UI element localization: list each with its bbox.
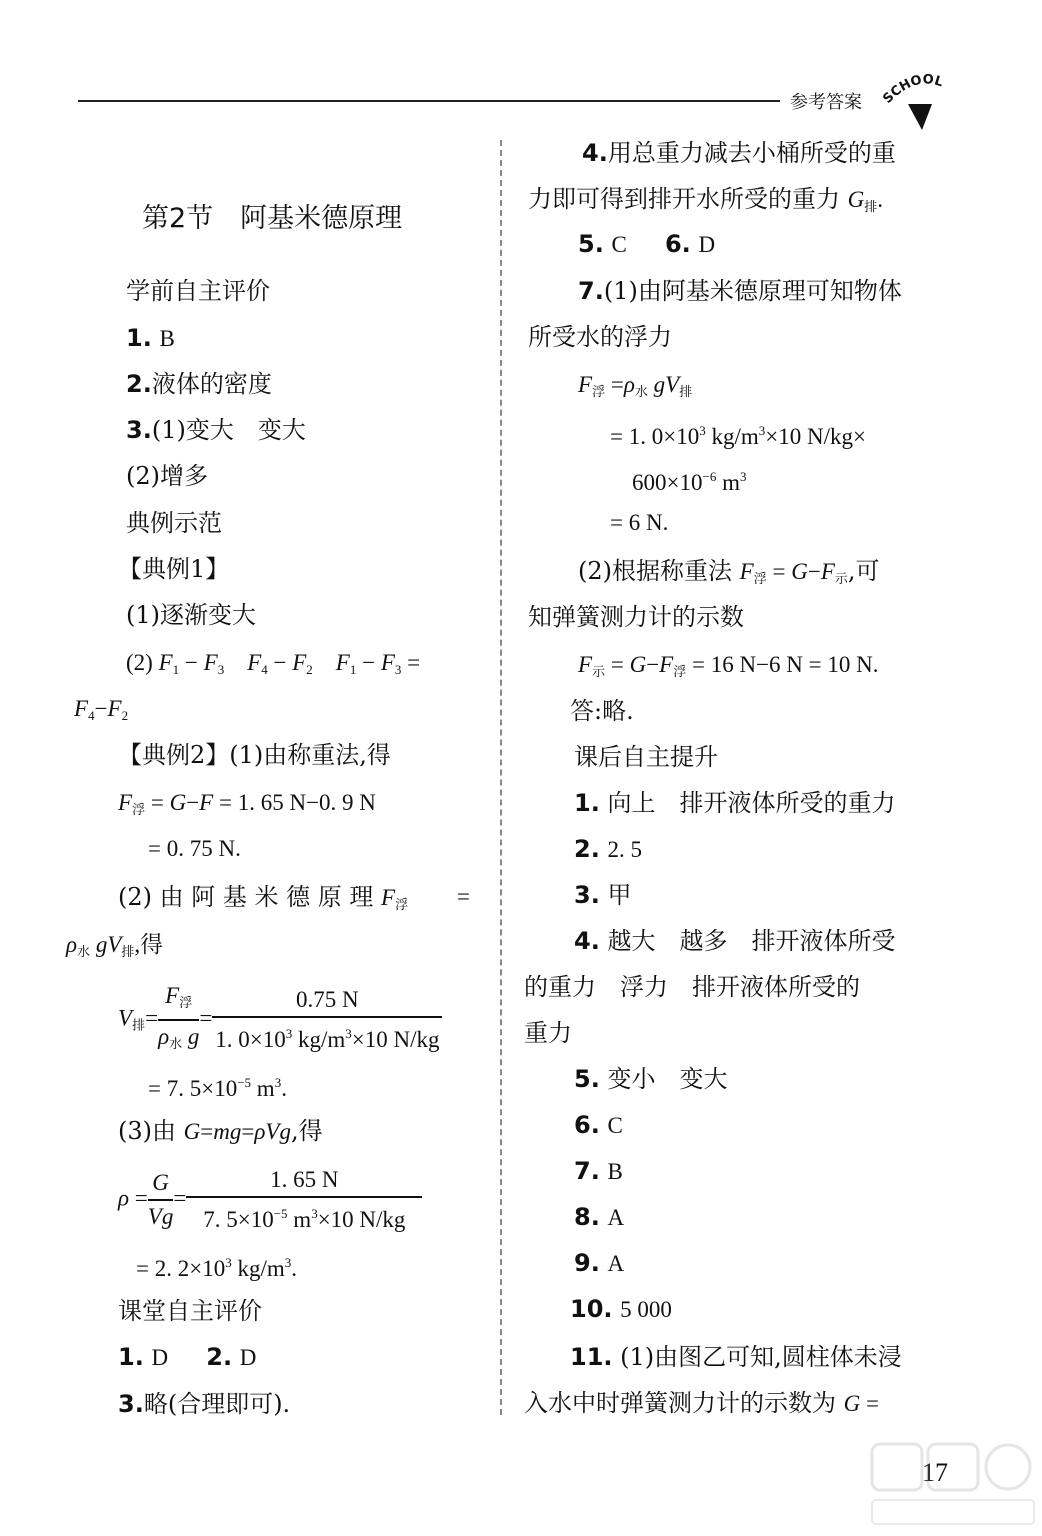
post-eval-heading: 课后自主提升 <box>574 743 718 771</box>
example-2-part2-cont: $\rho_水$ $gV_排$,得 <box>66 932 164 959</box>
example-2-volume-result: = 7. $5\times 10^{-5}$ $m^3$. <box>148 1075 287 1101</box>
example-2-part2: (2) 由 阿 基 米 德 原 理 $F_浮$ = <box>118 883 470 912</box>
post-answer-6: 6. C <box>574 1111 623 1139</box>
school-logo-icon <box>878 70 956 136</box>
header-label: 参考答案 <box>790 92 862 113</box>
class-answers-1-2: 1. D 2. D <box>118 1343 257 1371</box>
class-answer-3: 3.略(合理即可). <box>118 1390 291 1418</box>
post-answer-5: 5. 变小 变大 <box>574 1065 728 1093</box>
right-answers-5-6: 5. C 6. D <box>578 230 716 258</box>
example-1-part1: (1)逐渐变大 <box>126 601 256 629</box>
right-answer-7-part2-cont: 知弹簧测力计的示数 <box>528 603 744 631</box>
section-title: 第2节 阿基米德原理 <box>142 203 403 234</box>
right-answer-7: 7.(1)由阿基米德原理可知物体 <box>578 277 902 305</box>
right-answer-7-cont: 所受水的浮力 <box>528 323 672 351</box>
example-2-density-formula: ρ = $\frac{G}{Vg}$ = $\frac{1. 65 N}{7. 5\times 10^{-5} m^3\times 10 N/kg}$ <box>118 1166 422 1234</box>
answer-1: 1. B <box>126 324 175 352</box>
post-answer-11: 11. (1)由图乙可知,圆柱体未浸 <box>570 1343 902 1371</box>
example-2-eq1: $F_浮 = G-F = 1$. 65 N−0. 9 N <box>118 790 376 817</box>
example-1-part2-cont: $F_4-F_2$ <box>74 696 129 723</box>
buoyancy-eq-line2: = 1. $0\times 10^3$ $kg/m^3\times 10$ N/kg× <box>610 423 866 449</box>
pre-eval-heading: 学前自主评价 <box>126 277 270 305</box>
right-answer-4-cont: 力即可得到排开水所受的重力 $G_排$. <box>528 185 884 214</box>
svg-text:SCHOOL: SCHOOL <box>880 72 945 107</box>
post-answer-1: 1. 向上 排开液体所受的重力 <box>574 789 896 817</box>
post-answer-3: 3. 甲 <box>574 881 632 909</box>
example-2-heading: 【典例2】(1)由称重法,得 <box>118 741 391 769</box>
right-answer-7-final: 答:略. <box>570 697 634 725</box>
answer-3: 3.(1)变大 变大 <box>126 416 306 444</box>
example-2-part3: (3)由 G=mg=ρVg,得 <box>118 1117 323 1145</box>
buoyancy-eq-line3: $600\times 10^{-6}$ $m^3$ <box>632 469 747 495</box>
post-answer-8: 8. A <box>574 1203 625 1231</box>
right-answer-7-part2: (2)根据称重法 $F_浮 = G-F_示$,可 <box>578 557 880 586</box>
buoyancy-eq: $F_浮 =\rho_水$ $gV_排$ <box>578 372 693 399</box>
post-answer-7: 7. B <box>574 1157 623 1185</box>
post-answer-4-cont2: 重力 <box>524 1019 572 1047</box>
answer-3b: (2)增多 <box>126 462 208 490</box>
example-1-part2: (2) $F_1 - F_3$ $F_4 - F_2$ $F_1 - F_3$ = <box>126 650 421 677</box>
column-divider <box>500 140 502 1415</box>
buoyancy-eq-result: = 6 N. <box>610 510 669 535</box>
right-answer-4: 4.用总重力减去小桶所受的重 <box>582 139 896 167</box>
page-number: 17 <box>922 1458 948 1487</box>
example-1-heading: 【典例1】 <box>118 555 230 583</box>
watermark-icon <box>868 1440 1038 1530</box>
example-2-eq1-result: = 0. 75 N. <box>148 836 241 861</box>
spring-scale-eq: $F_示 = G-F_浮 = 16$ N−6 N = 10 N. <box>578 652 879 679</box>
answer-2: 2.液体的密度 <box>126 370 272 398</box>
example-2-density-result: = 2. $2\times 10^3$ $kg/m^3$. <box>136 1255 297 1281</box>
example-2-volume-formula: $V_排=$ $\frac{F_浮}{\rho_水 g}$ = $\frac{0.75 N}{1. 0\times 10^3 kg/m^3\times 10 N/kg}$ <box>118 982 442 1058</box>
post-answer-4: 4. 越大 越多 排开液体所受 <box>574 927 896 955</box>
post-answer-9: 9. A <box>574 1249 625 1277</box>
post-answer-4-cont: 的重力 浮力 排开液体所受的 <box>524 973 860 1001</box>
post-answer-11-cont: 入水中时弹簧测力计的示数为 G = <box>524 1389 879 1417</box>
header-rule <box>78 100 780 102</box>
examples-heading: 典例示范 <box>126 509 222 537</box>
class-eval-heading: 课堂自主评价 <box>118 1297 262 1325</box>
post-answer-10: 10. 5 000 <box>570 1295 672 1323</box>
post-answer-2: 2. 2. 5 <box>574 835 642 863</box>
